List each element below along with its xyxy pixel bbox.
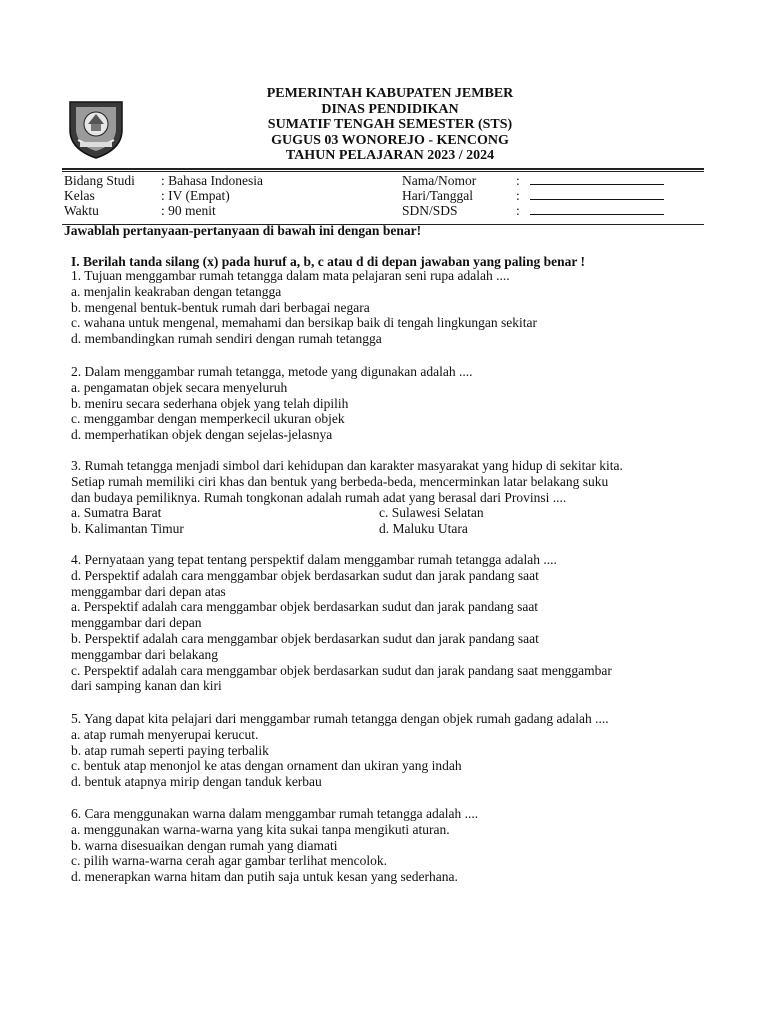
header-cluster: GUGUS 03 WONOREJO - KENCONG [271,132,509,148]
option-c[interactable]: c. bentuk atap menonjol ke atas dengan ornament dan ukiran yang indah [71,758,462,774]
option-a[interactable]: a. menggunakan warna-warna yang kita sukai tanpa mengikuti aturan. [71,821,450,837]
option-d[interactable]: d. Perspektif adalah cara menggambar objek berdasarkan sudut dan jarak pandang saat [71,567,539,583]
document-header [190,86,590,164]
option-c[interactable]: c. menggambar dengan memperkecil ukuran objek [71,411,345,427]
option-a[interactable]: a. menjalin keakraban dengan tetangga [71,283,282,299]
option-row [71,505,711,521]
question-text: 3. Rumah tetangga menjadi simbol dari kehidupan dan karakter masyarakat yang hidup di sekitar kita. [71,458,623,473]
header-department: DINAS PENDIDIKAN [321,101,459,117]
info-row-class [64,188,263,203]
question-5 [71,711,711,790]
name-number-field[interactable] [530,173,664,185]
question-text: 1. Tujuan menggambar rumah tetangga dalam mata pelajaran seni rupa adalah .... [71,268,510,283]
option-row [71,521,711,537]
header-school-year: TAHUN PELAJARAN 2023 / 2024 [285,148,495,163]
info-row-time [64,203,263,218]
option-c-continued: dari samping kanan dan kiri [71,678,222,694]
option-c[interactable]: c. Sulawesi Selatan [379,505,484,521]
option-a[interactable]: a. Perspektif adalah cara menggambar objek berdasarkan sudut dan jarak pandang saat [71,599,539,615]
option-a[interactable]: a. atap rumah menyerupai kerucut. [71,726,259,742]
info-label: Waktu [64,203,99,218]
option-d[interactable]: d. menerapkan warna hitam dan putih saja untuk kesan yang sederhana. [71,869,458,885]
header-exam-title: SUMATIF TENGAH SEMESTER (STS) [267,117,513,132]
info-value: : Bahasa Indonesia [161,173,263,188]
question-1 [71,268,711,347]
option-d[interactable]: d. Maluku Utara [379,521,468,537]
day-date-field[interactable] [530,188,664,200]
option-d[interactable]: d. membandingkan rumah sendiri dengan rumah tetangga [71,331,382,347]
info-label: SDN/SDS [402,203,458,218]
info-label: Hari/Tanggal [402,188,474,203]
option-b[interactable]: b. mengenal bentuk-bentuk rumah dari berbagai negara [71,299,370,315]
section-instruction: I. Berilah tanda silang (x) pada huruf a, b, c atau d di depan jawaban yang paling benar ! [71,254,585,269]
question-2 [71,364,711,443]
option-b[interactable]: b. warna disesuaikan dengan rumah yang diamati [71,837,338,853]
option-a[interactable]: a. Sumatra Barat [71,505,162,521]
info-value: : 90 menit [161,203,216,218]
option-b[interactable]: b. meniru secara sederhana objek yang telah dipilih [71,395,349,411]
option-c[interactable]: c. Perspektif adalah cara menggambar objek berdasarkan sudut dan jarak pandang saat menggambar [71,662,612,678]
option-d-continued: menggambar dari depan atas [71,583,226,599]
info-row-date [402,188,664,203]
option-b[interactable]: b. atap rumah seperti paying terbalik [71,742,269,758]
option-a[interactable]: a. pengamatan objek secara menyeluruh [71,379,288,395]
question-text: 6. Cara menggunakan warna dalam menggambar rumah tetangga adalah .... [71,806,479,821]
option-b[interactable]: b. Kalimantan Timur [71,521,184,537]
option-d[interactable]: d. memperhatikan objek dengan sejelas-jelasnya [71,427,333,443]
question-6 [71,806,711,885]
info-row-name [402,173,664,188]
question-4 [71,552,711,694]
option-c[interactable]: c. pilih warna-warna cerah agar gambar terlihat mencolok. [71,853,387,869]
header-government: PEMERINTAH KABUPATEN JEMBER [266,86,514,101]
question-text: 4. Pernyataan yang tepat tentang perspektif dalam menggambar rumah tetangga adalah .... [71,552,557,567]
question-text: dan budaya pemiliknya. Rumah tongkonan adalah rumah adat yang berasal dari Provinsi .... [71,489,567,505]
header-divider [62,168,704,170]
general-instruction: Jawablah pertanyaan-pertanyaan di bawah ini dengan benar! [64,223,422,238]
exam-info-right [402,173,664,218]
info-colon: : [516,173,520,188]
info-label: Kelas [64,188,95,203]
question-text: 2. Dalam menggambar rumah tetangga, metode yang digunakan adalah .... [71,364,473,379]
info-row-subject [64,173,263,188]
question-text: 5. Yang dapat kita pelajari dari menggambar rumah tetangga dengan objek rumah gadang adalah .... [71,711,609,726]
question-text: Setiap rumah memiliki ciri khas dan bentuk yang berbeda-beda, mencerminkan latar belakang suku [71,473,609,489]
exam-info-left [64,173,263,218]
option-d[interactable]: d. bentuk atapnya mirip dengan tanduk kerbau [71,774,322,790]
info-colon: : [516,188,520,203]
info-row-school [402,203,664,218]
header-divider-thin [62,171,704,172]
kabupaten-jember-emblem-icon [64,96,128,160]
option-a-continued: menggambar dari depan [71,615,202,631]
info-label: Nama/Nomor [402,173,477,188]
question-3 [71,458,711,537]
info-colon: : [516,203,520,218]
info-value: : IV (Empat) [161,188,230,203]
option-b-continued: menggambar dari belakang [71,646,218,662]
school-field[interactable] [530,203,664,215]
option-c[interactable]: c. wahana untuk mengenal, memahami dan bersikap baik di tengah lingkungan sekitar [71,315,537,331]
option-b[interactable]: b. Perspektif adalah cara menggambar objek berdasarkan sudut dan jarak pandang saat [71,630,539,646]
info-label: Bidang Studi [64,173,135,188]
